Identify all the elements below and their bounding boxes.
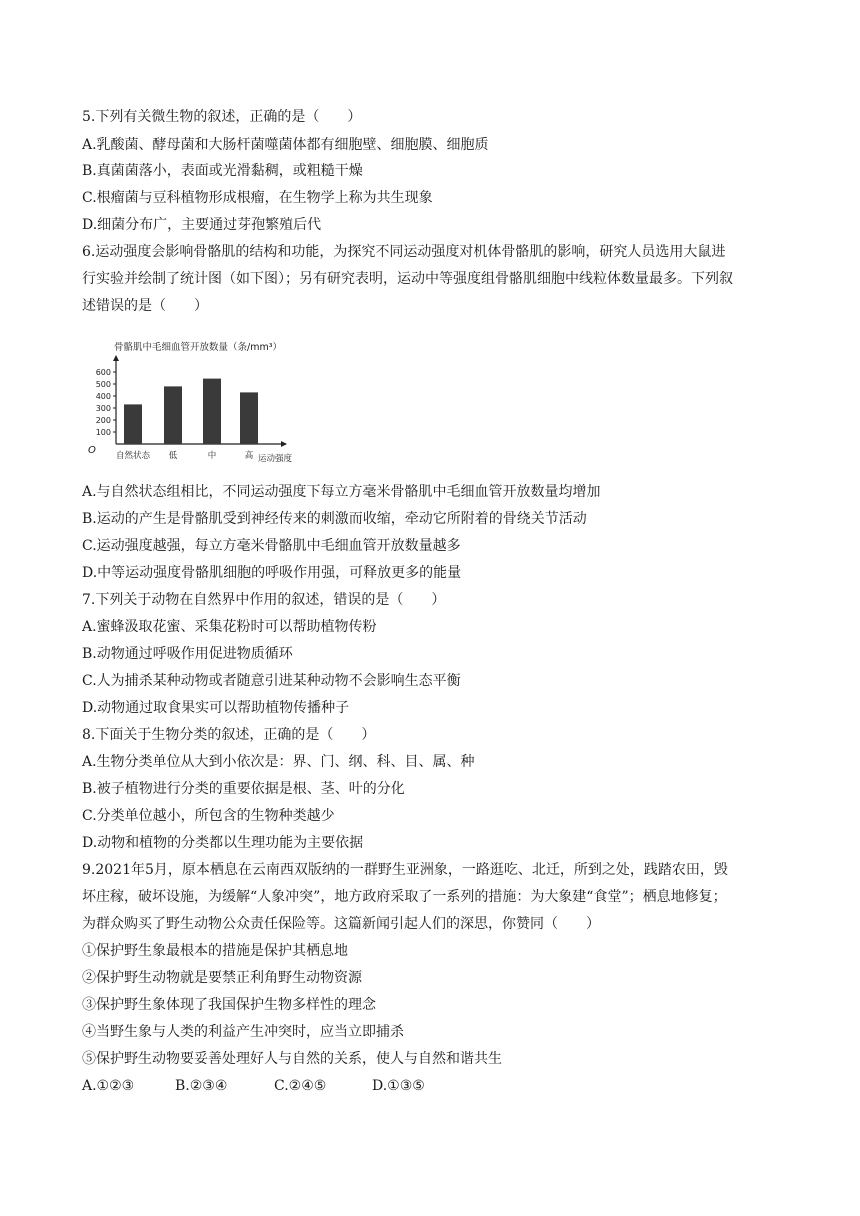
- bar-chart: [86, 334, 316, 462]
- y-tick-label: 600: [95, 368, 111, 377]
- q8-stem: 8.下面关于生物分类的叙述，正确的是（ ）: [82, 727, 376, 743]
- y-tick-label: 300: [95, 404, 111, 413]
- x-axis-label: 运动强度: [258, 454, 293, 462]
- x-tick-label: 自然状态: [115, 451, 151, 461]
- x-tick-group: [116, 450, 254, 461]
- bar-0: [124, 404, 142, 444]
- x-tick-label: 低: [168, 451, 178, 461]
- q6-option-d: D.中等运动强度骨骼肌细胞的呼吸作用强，可释放更多的能量: [82, 565, 462, 581]
- q8-option-d: D.动物和植物的分类都以生理功能为主要依据: [82, 835, 364, 851]
- q9-statement-3: ③保护野生象体现了我国保护生物多样性的理念: [82, 997, 376, 1013]
- q6-option-c: C.运动强度越强，每立方毫米骨骼肌中毛细血管开放数量越多: [82, 538, 461, 554]
- y-tick-label: 200: [95, 416, 111, 425]
- y-axis-arrow: [113, 355, 119, 361]
- q9-option-a: A.①②③: [82, 1078, 135, 1094]
- q9-statement-5: ⑤保护野生动物要妥善处理好人与自然的关系，使人与自然和谐共生: [82, 1051, 502, 1067]
- y-tick-group: [96, 368, 116, 437]
- y-tick-label: 400: [95, 392, 111, 401]
- bar-2: [203, 379, 221, 444]
- q6-stem-line-2: 行实验并绘制了统计图（如下图）；另有研究表明，运动中等强度组骨骼肌细胞中线粒体数量最多。下列叙: [82, 271, 733, 287]
- q8-option-c: C.分类单位越小，所包含的生物种类越少: [82, 808, 335, 824]
- q5-option-c: C.根瘤菌与豆科植物形成根瘤，在生物学上称为共生现象: [82, 190, 433, 206]
- q5-option-d: D.细菌分布广，主要通过芽孢繁殖后代: [82, 217, 322, 233]
- x-tick-label: 中: [207, 451, 217, 461]
- q6-option-a: A.与自然状态组相比，不同运动强度下每立方毫米骨骼肌中毛细血管开放数量均增加: [82, 484, 601, 500]
- q6-option-b: B.运动的产生是骨骼肌受到神经传来的刺激而收缩，牵动它所附着的骨绕关节活动: [82, 511, 587, 527]
- q9-option-b: B.②③④: [175, 1078, 228, 1094]
- q9-statement-4: ④当野生象与人类的利益产生冲突时，应当立即捕杀: [82, 1024, 404, 1040]
- q8-option-a: A.生物分类单位从大到小依次是：界、门、纲、科、目、属、种: [82, 754, 475, 770]
- q7-stem: 7.下列关于动物在自然界中作用的叙述，错误的是（ ）: [82, 592, 446, 608]
- q5-stem: 5.下列有关微生物的叙述，正确的是（ ）: [82, 109, 362, 125]
- y-tick-label: 100: [95, 428, 111, 437]
- x-axis-arrow: [281, 441, 287, 447]
- chart-title: 骨骼肌中毛细血管开放数量（条/mm³）: [114, 342, 283, 353]
- q5-option-b: B.真菌菌落小，表面或光滑黏稠，或粗糙干燥: [82, 163, 363, 179]
- q7-option-c: C.人为捕杀某种动物或者随意引进某种动物不会影响生态平衡: [82, 673, 461, 689]
- x-tick-label: 高: [244, 451, 254, 461]
- bar-chart-svg: [86, 334, 316, 462]
- q7-option-b: B.动物通过呼吸作用促进物质循环: [82, 646, 293, 662]
- origin-label: O: [88, 445, 96, 456]
- q9-statement-1: ①保护野生象最根本的措施是保护其栖息地: [82, 943, 348, 959]
- q9-stem-line-3: 为群众购买了野生动物公众责任保险等。这篇新闻引起人们的深思，你赞同（ ）: [82, 916, 600, 932]
- y-tick-label: 500: [95, 380, 111, 389]
- q7-option-d: D.动物通过取食果实可以帮助植物传播种子: [82, 700, 350, 716]
- q9-stem-line-2: 坏庄稼，破坏设施，为缓解“人象冲突”，地方政府采取了一系列的措施：为大象建“食堂”；栖息地修复；: [82, 889, 727, 905]
- q9-option-c: C.②④⑤: [274, 1078, 327, 1094]
- q6-stem-line-3: 述错误的是（ ）: [82, 298, 208, 314]
- q9-statement-2: ②保护野生动物就是要禁正利角野生动物资源: [82, 970, 362, 986]
- q7-option-a: A.蜜蜂汲取花蜜、采集花粉时可以帮助植物传粉: [82, 619, 377, 635]
- q9-option-d: D.①③⑤: [372, 1078, 425, 1094]
- bar-3: [240, 392, 258, 444]
- bar-1: [164, 386, 182, 444]
- q6-stem-line-1: 6.运动强度会影响骨骼肌的结构和功能，为探究不同运动强度对机体骨骼肌的影响，研究人员选用大鼠进: [82, 244, 726, 260]
- q9-stem-line-1: 9.2021年5月，原本栖息在云南西双版纳的一群野生亚洲象，一路逛吃、北迁，所到之处，践踏农田，毁: [82, 862, 728, 878]
- bar-group: [124, 379, 258, 444]
- q5-option-a: A.乳酸菌、酵母菌和大肠杆菌噬菌体都有细胞壁、细胞膜、细胞质: [82, 137, 489, 153]
- q8-option-b: B.被子植物进行分类的重要依据是根、茎、叶的分化: [82, 781, 405, 797]
